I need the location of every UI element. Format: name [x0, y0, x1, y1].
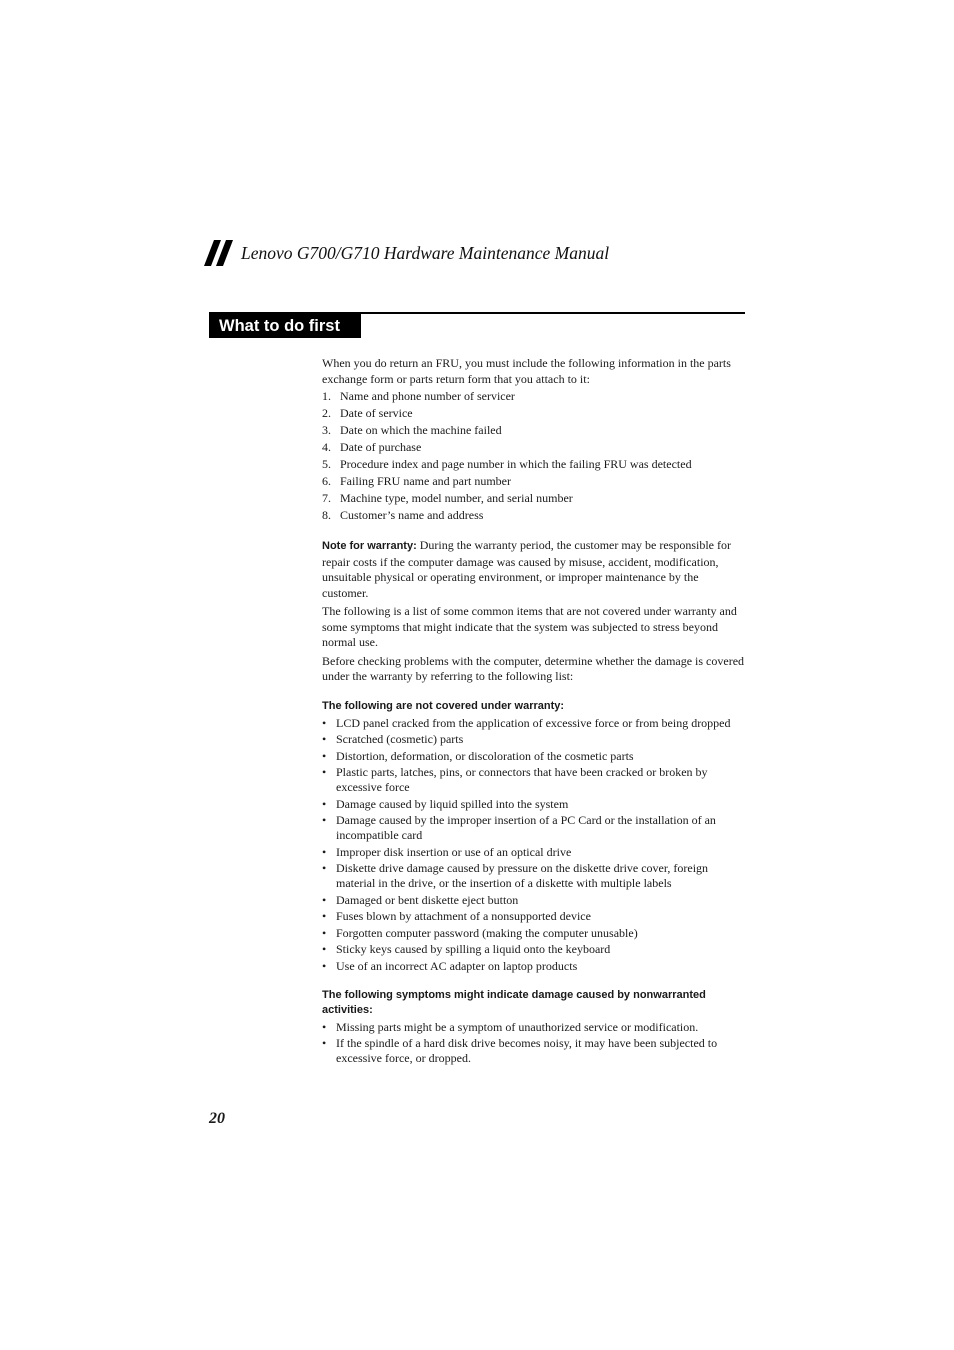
warranty-note-lead: Note for warranty:: [322, 540, 417, 552]
bullet-marker: •: [322, 732, 327, 746]
list-item: [322, 813, 745, 843]
page-number: 20: [209, 1110, 225, 1127]
list-number: 5.: [322, 457, 331, 471]
not-covered-heading: The following are not covered under warranty:: [322, 699, 565, 712]
list-text: Distortion, deformation, or discoloration of the cosmetic parts: [336, 748, 634, 763]
bullet-marker: •: [322, 796, 327, 811]
list-text: Use of an incorrect AC adapter on laptop products: [336, 958, 578, 973]
list-item: [322, 845, 745, 860]
before-checking-paragraph: Before checking problems with the computer, determine whether the damage is covered under the warranty by referring to the following list:: [322, 653, 745, 683]
bullet-marker: •: [322, 958, 327, 973]
list-text: Procedure index and page number in which the failing FRU was detected: [340, 457, 692, 471]
list-item: [322, 422, 745, 439]
warranty-note-text: During the warranty period, the customer may be responsible for repair costs if the computer damage was caused by misuse, accident, modification, unsuitable physical or operating environment, or improper maintenance by the customer.: [322, 538, 731, 600]
list-text: Diskette drive damage caused by pressure on the diskette drive cover, foreign material in the drive, or the insertion of a diskette with multiple labels: [336, 861, 709, 890]
bullet-marker: •: [322, 715, 327, 730]
list-number: 8.: [322, 508, 331, 522]
bullet-marker: •: [322, 1019, 327, 1034]
bullet-marker: •: [322, 844, 327, 859]
list-text: If the spindle of a hard disk drive becomes noisy, it may have been subjected to excessive force, or dropped.: [336, 1036, 718, 1065]
list-text: Forgotten computer password (making the computer unusable): [336, 925, 638, 940]
running-header: [204, 238, 609, 268]
bullet-marker: •: [322, 813, 327, 827]
symptoms-heading: The following symptoms might indicate damage caused by nonwarranted activities:: [322, 988, 706, 1016]
list-text: Scratched (cosmetic) parts: [336, 732, 464, 746]
list-text: Name and phone number of servicer: [340, 389, 515, 403]
not-covered-list: [322, 716, 745, 974]
list-item: [322, 473, 745, 490]
list-text: Improper disk insertion or use of an optical drive: [336, 844, 572, 859]
bullet-marker: •: [322, 925, 327, 940]
bullet-marker: •: [322, 942, 327, 956]
list-number: 1.: [322, 389, 331, 403]
bullet-marker: •: [322, 861, 327, 875]
list-text: Machine type, model number, and serial number: [340, 491, 573, 505]
common-items-paragraph: The following is a list of some common items that are not covered under warranty and some symptoms that might indicate that the system was subjected to stress beyond normal use.: [322, 604, 737, 649]
fru-info-list: [322, 388, 745, 524]
list-text: Damaged or bent diskette eject button: [336, 892, 519, 907]
list-item: [322, 439, 745, 456]
list-text: Damage caused by liquid spilled into the system: [336, 796, 569, 811]
list-text: Missing parts might be a symptom of unauthorized service or modification.: [336, 1019, 699, 1034]
list-text: Fuses blown by attachment of a nonsupported device: [336, 909, 591, 923]
list-item: [322, 893, 745, 908]
list-text: Customer’s name and address: [340, 508, 484, 522]
section-title: What to do first: [209, 314, 361, 338]
bullet-marker: •: [322, 892, 327, 907]
symptoms-list: [322, 1020, 745, 1067]
list-item: [322, 797, 745, 812]
list-number: 7.: [322, 491, 331, 505]
list-item: [322, 942, 745, 957]
list-item: [322, 1036, 745, 1066]
list-item: [322, 765, 745, 795]
list-item: [322, 926, 745, 941]
bullet-marker: •: [322, 909, 327, 923]
list-text: Failing FRU name and part number: [340, 474, 511, 488]
double-slash-icon: [204, 240, 236, 266]
list-text: LCD panel cracked from the application of excessive force or from being dropped: [336, 715, 731, 730]
list-item: [322, 388, 745, 405]
list-text: Date on which the machine failed: [340, 423, 502, 437]
list-number: 2.: [322, 406, 331, 420]
list-item: [322, 749, 745, 764]
list-text: Date of service: [340, 406, 413, 420]
list-item: [322, 1020, 745, 1035]
list-item: [322, 405, 745, 422]
list-text: Sticky keys caused by spilling a liquid onto the keyboard: [336, 942, 611, 956]
list-item: [322, 732, 745, 747]
list-item: [322, 507, 745, 524]
list-number: 3.: [322, 423, 331, 437]
intro-paragraph: When you do return an FRU, you must include the following information in the parts exchange form or parts return form that you attach to it:: [322, 356, 731, 386]
list-item: [322, 716, 745, 731]
list-item: [322, 456, 745, 473]
list-item: [322, 909, 745, 924]
bullet-marker: •: [322, 765, 327, 779]
list-text: Plastic parts, latches, pins, or connectors that have been cracked or broken by excessive force: [336, 765, 708, 794]
list-item: [322, 861, 745, 891]
bullet-marker: •: [322, 748, 327, 763]
list-text: Date of purchase: [340, 440, 422, 454]
list-item: [322, 490, 745, 507]
list-item: [322, 959, 745, 974]
page-body: [322, 356, 745, 1068]
list-number: 6.: [322, 474, 331, 488]
manual-title: Lenovo G700/G710 Hardware Maintenance Manual: [241, 242, 610, 263]
bullet-marker: •: [322, 1036, 327, 1050]
warranty-note: [322, 538, 745, 601]
list-text: Damage caused by the improper insertion of a PC Card or the installation of an incompatible card: [336, 813, 716, 842]
list-number: 4.: [322, 440, 331, 454]
